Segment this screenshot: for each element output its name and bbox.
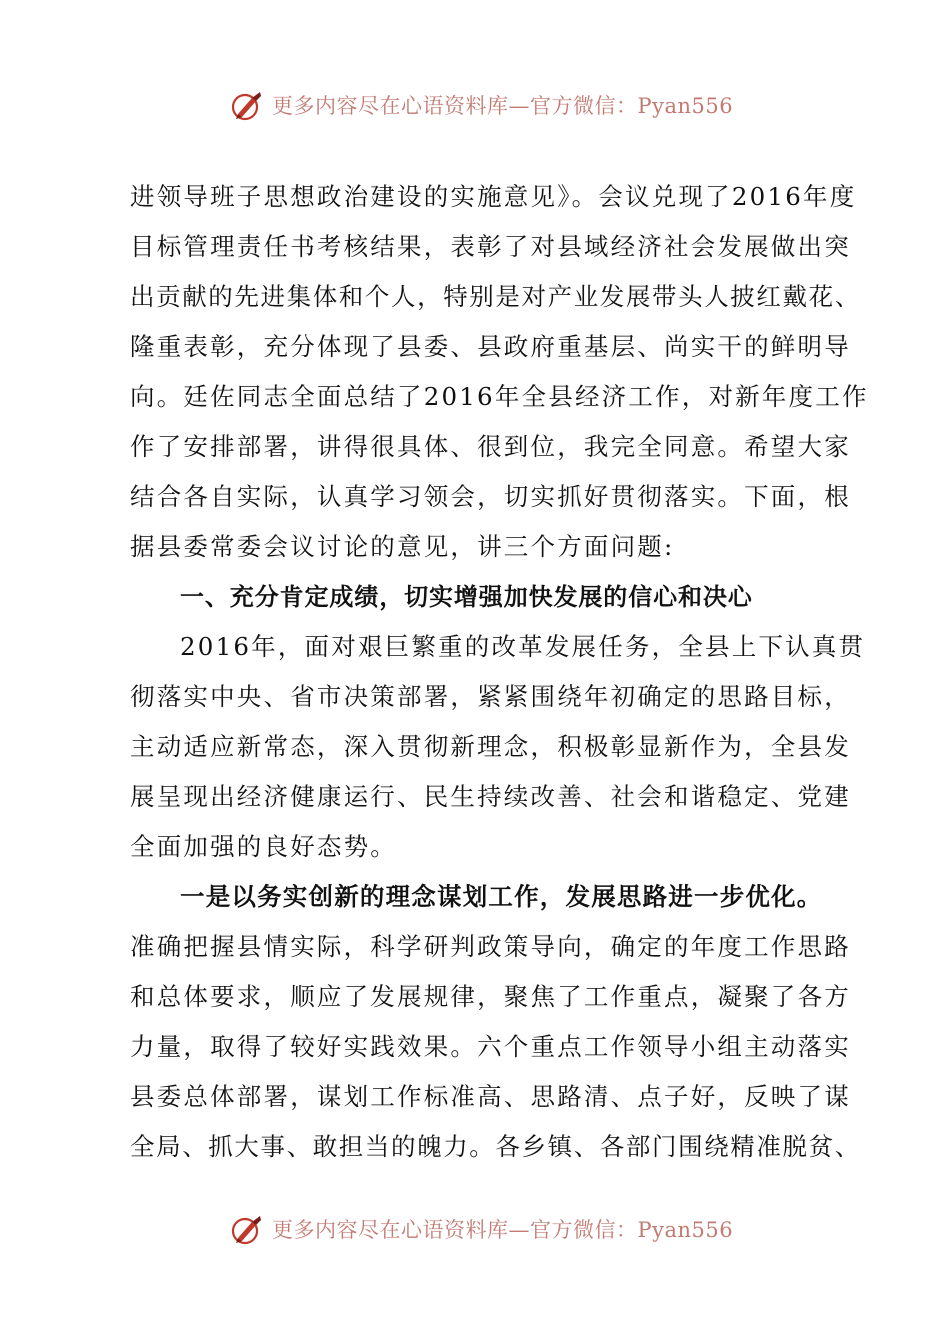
paragraph-line: 作了安排部署，讲得很具体、很到位，我完全同意。希望大家 [130, 432, 851, 461]
paragraph-line: 2016年，面对艰巨繁重的改革发展任务，全县上下认真贯 [180, 632, 866, 661]
section-heading: 一、充分肯定成绩，切实增强加快发展的信心和决心 [180, 583, 753, 611]
subsection-heading: 一是以务实创新的理念谋划工作，发展思路进一步优化。 [180, 882, 823, 911]
paragraph-line: 结合各自实际，认真学习领会，切实抓好贯彻落实。下面，根 [130, 482, 851, 511]
paragraph-line: 向。廷佐同志全面总结了2016年全县经济工作，对新年度工作 [130, 382, 869, 411]
watermark-footer [0, 1210, 950, 1250]
paragraph-line: 力量，取得了较好实践效果。六个重点工作领导小组主动落实 [130, 1032, 851, 1061]
paragraph-line: 和总体要求，顺应了发展规律，聚焦了工作重点，凝聚了各方 [130, 982, 851, 1011]
paragraph-line: 展呈现出经济健康运行、民生持续改善、社会和谐稳定、党建 [130, 782, 851, 811]
watermark-text: 更多内容尽在心语资料库—官方微信：Pyan556 [272, 1218, 734, 1242]
document-body [130, 172, 869, 1172]
paragraph-line: 准确把握县情实际，科学研判政策导向，确定的年度工作思路 [130, 932, 851, 961]
pen-logo-icon [230, 90, 266, 122]
watermark-header [0, 86, 950, 126]
paragraph-line: 出贡献的先进集体和个人，特别是对产业发展带头人披红戴花、 [130, 282, 861, 311]
paragraph-line: 隆重表彰，充分体现了县委、县政府重基层、尚实干的鲜明导 [130, 332, 851, 361]
paragraph-line: 县委总体部署，谋划工作标准高、思路清、点子好，反映了谋 [130, 1082, 851, 1111]
paragraph-line: 全面加强的良好态势。 [130, 832, 397, 861]
paragraph-line: 全局、抓大事、敢担当的魄力。各乡镇、各部门围绕精准脱贫、 [130, 1132, 861, 1161]
pen-logo-icon [230, 1214, 266, 1246]
paragraph-line: 进领导班子思想政治建设的实施意见》。会议兑现了2016年度 [130, 182, 857, 211]
paragraph-line: 据县委常委会议讨论的意见，讲三个方面问题: [130, 532, 675, 561]
paragraph-line: 主动适应新常态，深入贯彻新理念，积极彰显新作为，全县发 [130, 732, 851, 761]
paragraph-line: 彻落实中央、省市决策部署，紧紧围绕年初确定的思路目标， [130, 682, 851, 711]
paragraph-line: 目标管理责任书考核结果，表彰了对县域经济社会发展做出突 [130, 232, 851, 261]
watermark-text: 更多内容尽在心语资料库—官方微信：Pyan556 [272, 94, 734, 118]
